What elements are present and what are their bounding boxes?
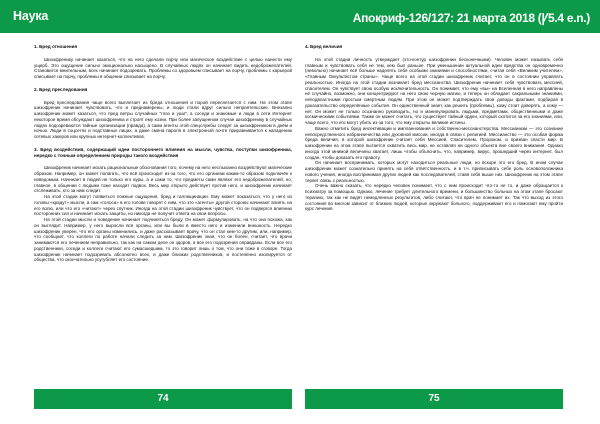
section-heading: 4. Бред величия <box>305 44 343 49</box>
right-page-column <box>305 44 563 384</box>
body-paragraph: Шизофреник начинает искать рациональные обоснования того, почему на него неслыханно воздействуют магические образом. Например, он может полагать, что всё происходит из-за того, что его организм каким-то образом подключён к неведомым. Начинает в людей не только его ауры, а и сами то, что предметы сами являют его недоброжелателей, но, главное, в общении с людьми тоже находит подвох. Весь мир открыто действует против него, и шизофреник начинает отслеживать, кто за ним следит. <box>34 165 292 194</box>
issue-title: Апокриф-126/127: 21 марта 2018 (Ꝩ5.4 e.n.) <box>352 11 590 25</box>
body-paragraph: На этой стадии могут появиться ложные ощущения, бред и галлюцинации. Ему может показаться, что у него из головы «крадут» мысли, а сам «голоса» в его голове говорят с ним, что это «агенты» другой стороны начинают влиять на его волю, или что его «читают» через спутник. Иногда на этой стадии шизофреник чувствует, что он подвергся влиянию посторонних сил и начинает искать защиты, но никогда не получит ответа на свои вопросы. <box>34 194 292 217</box>
header-bar <box>0 0 600 33</box>
section-heading: 2. Бред преследования <box>34 86 88 92</box>
section-title: Наука <box>13 9 49 23</box>
section-heading: 1. Бред отношения <box>34 44 78 49</box>
left-page-footer <box>34 389 292 409</box>
page-number-left: 74 <box>157 393 169 404</box>
body-paragraph: Важно отметить бред инсективации и импланнования и собственно-мессианстерства. Мессианизм — это сознание непосредственного избранничества или духовной миссии, иногда в связи с религией. Мессианство — это особая форма бреда величия, в которой шизофреник считает себя Мессией, Спасителем, Пророком, и призван спасти мир. В шизофрении на этом этапе пытается охватить весь мир, не оставляя ни одного объекта вне своего внимания. Однако иногда этой мнимой величины хватает, лишь чтобы объяснить, что, например, вирус, прошедший через интернет, был создан, чтобы доказать его правоту. <box>305 125 563 160</box>
section-heading: 3. Бред воздействия, содержащий идеи постороннего влияния на мысли, чувства, поступки шизофреника, нередко с точным определением природы такого воздействия <box>34 146 292 158</box>
left-page-column <box>34 44 292 384</box>
body-paragraph: Очень важно сказать, что нередко человек понимает, что с ним происходит что-то не то, и даже обращается к психиатру за помощью. Однако, лечение требует длительного времени, и большинство больных на этом этапе бросают терапию, так как не видят немедленных результатов, либо считают, что врач не понимает их. Так что выход из этого состояния во многом зависит от близких людей, которые окружают больного, поддерживают его и помогают ему пройти курс лечения. <box>305 183 563 212</box>
body-paragraph: Бред преследования чаще всего выплетает из бреда отношения и порой переплетается с ним. На этом этапе шизофреник начинает чувствовать, что и преднамерены, и люди стали вдруг сильно неприятельские. Внезапно шизофреник может казаться, что пред ветры случайных "глаз и уши", а соседи и знакомые и люди в сети Интернет некоторое время обсуждают шизофреника и строят ему козни. При более запущенном случае шизофренику в случайных людях подозреваются тайные организации (правда), а сами агенты этой спецслужбы следят за шизофреником в днём и ночью. Люди в соцсетях и подставных лицах, а даже смена пароля в электронной почте приравнивается к нападению сетевых хакеров или крупных интернет-коллективов. <box>34 99 292 139</box>
body-paragraph: На этой стадии мысли и поведение начинает подчиняться бреду. Он может формулировать, на что она похожа, как он выглядит. Например, у него выросли вся органы, или вы были в вместо него и изменили внешность. Нередко шизофреник уверен, что его органы изменились, и даже рассказывает врачу, что он стал кем-то другим, или, например, что сообщает, что коллеги по работе начали следить за ним. Шизофреник зная, что он болен, считает, что врачи занимаются его лечением неправильно, так как на самом деле он здоров, а все его подозрения оправданы. Если все его родственники, соседи и коллеги считают его сумасшедшим, то это говорит лишь о том, что они тоже в сговоре. Тогда шизофреник начинает подозревать абсолютно всех, и даже близких родственников, и постепенно изолируется от общества, что окончательно усугубляет его состояние. <box>34 217 292 263</box>
body-paragraph: Шизофренику начинает казаться, что на него сделали порчу или магическое воздействие с целью нанести ему ущерб. Это ощущение сильно эмоционально насыщено. В случайных людях он начинает видеть недоброжелателей. Становится мнительным, всех начинает подозревать. Проблемы со здоровьем списывает на порчу, проблемы с карьерой списывает на порчу, проблемы в общении списывает на порчу. <box>34 56 292 79</box>
right-page-footer <box>305 389 563 409</box>
body-paragraph: Он начинает воспринимать, которых могут находиться реальные люди, но вскоре это его бред. В ином случае шизофреник может сознательно принять на себя ответственность, и в т.ч. приписывать себе роль основоположника нового учения, иногда воспринимая других людей как последователей, ставя себя выше них. Шизофреник на этом этапе теряет связь с реальностью. <box>305 160 563 183</box>
page-number-right: 75 <box>428 393 440 404</box>
body-paragraph: На этой стадии личность утверждает (это-контур шизофрении бесконечными). Человек может называть себя главным и чувствовать себя не тем, кем был раньше. При уменьшении актуальной идеи вредства он одновременно (невольно) начинает всё больше наделять себя особыми знаниями и способностями, считая себя «Великим учителем», «Главным Оккультистом страны». Чаще всего на этой стадии шизофреник считает, что он в состоянии управлять реальностью. Иногда на этой стадии возникает бред мессианства. Шизофреник начинает себя чувствовать мессией, спасителем. Он чувствует свою особую исключительность. Он понимает, что ему «вы» на Вселенная в него направлены не случайно, возможно, они концентрируют на него свою черную магию, и теперь он обладает сакральными знаниями, неподвластными простым смертным людям. При этом он может подтверждать свои доводы фактами, подбирая в доказательство определённые события. Он единственный знает, как решить (проблемы), кому стоит доверять, а кому — нет. Он может не только осознанно руководить, но и манипулировать людьми, предметами, общественными и даже космическими событиями. Также он может считать, что существует тайный орден, который охотится за его знаниями, или, чаще всего, что его могут убить из-за того, что ему открыты великие истины. <box>305 56 563 125</box>
